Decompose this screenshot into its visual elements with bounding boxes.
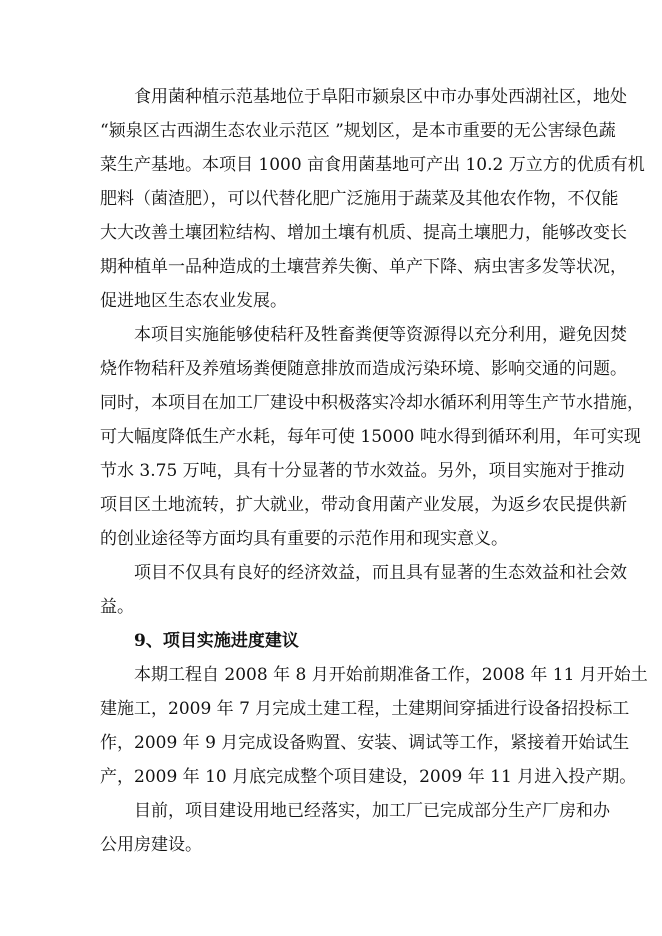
paragraph-4-line-3: 作，2009 年 9 月完成设备购置、安装、调试等工作，紧接着开始试生 xyxy=(100,733,630,753)
paragraph-2-line-5: 节水 3.75 万吨，具有十分显著的节水效益。另外，项目实施对于推动 xyxy=(100,461,625,481)
paragraph-1-line-1: 食用菌种植示范基地位于阜阳市颍泉区中市办事处西湖社区，地处 xyxy=(134,87,627,107)
paragraph-4-line-1: 本期工程自 2008 年 8 月开始前期准备工作，2008 年 11 月开始土 xyxy=(134,665,648,685)
paragraph-5-line-2: 公用房建设。 xyxy=(100,835,202,855)
paragraph-2-line-2: 烧作物秸秆及养殖场粪便随意排放而造成污染环境、影响交通的问题。 xyxy=(100,359,627,379)
paragraph-1-line-7: 促进地区生态农业发展。 xyxy=(100,291,287,311)
paragraph-1-line-4: 肥料（菌渣肥），可以代替化肥广泛施用于蔬菜及其他农作物，不仅能 xyxy=(100,189,619,209)
paragraph-4-line-2: 建施工，2009 年 7 月完成土建工程，土建期间穿插进行设备招投标工 xyxy=(100,699,630,719)
paragraph-2-line-3: 同时，本项目在加工厂建设中积极落实冷却水循环利用等生产节水措施， xyxy=(100,393,644,413)
paragraph-1-line-3: 菜生产基地。本项目 1000 亩食用菌基地可产出 10.2 万立方的优质有机 xyxy=(100,155,645,175)
paragraph-1-line-5: 大大改善土壤团粒结构、增加土壤有机质、提高土壤肥力，能够改变长 xyxy=(100,223,627,243)
paragraph-4-line-4: 产，2009 年 10 月底完成整个项目建设，2009 年 11 月进入投产期。 xyxy=(100,767,637,787)
paragraph-3-line-2: 益。 xyxy=(100,597,134,617)
paragraph-5-line-1: 目前，项目建设用地已经落实，加工厂已完成部分生产厂房和办 xyxy=(134,801,610,821)
paragraph-2-line-4: 可大幅度降低生产水耗，每年可使 15000 吨水得到循环利用，年可实现 xyxy=(100,427,641,447)
paragraph-2-line-6: 项目区土地流转，扩大就业，带动食用菌产业发展，为返乡农民提供新 xyxy=(100,495,627,515)
section-heading: 9、项目实施进度建议 xyxy=(134,631,299,651)
paragraph-1-line-6: 期种植单一品种造成的土壤营养失衡、单产下降、病虫害多发等状况， xyxy=(100,257,627,277)
paragraph-2-line-1: 本项目实施能够使秸秆及牲畜粪便等资源得以充分利用，避免因焚 xyxy=(134,325,627,345)
paragraph-1-line-2: “颍泉区古西湖生态农业示范区 ”规划区，是本市重要的无公害绿色蔬 xyxy=(100,121,616,141)
paragraph-2-line-7: 的创业途径等方面均具有重要的示范作用和现实意义。 xyxy=(100,529,508,549)
paragraph-3-line-1: 项目不仅具有良好的经济效益，而且具有显著的生态效益和社会效 xyxy=(134,563,627,583)
